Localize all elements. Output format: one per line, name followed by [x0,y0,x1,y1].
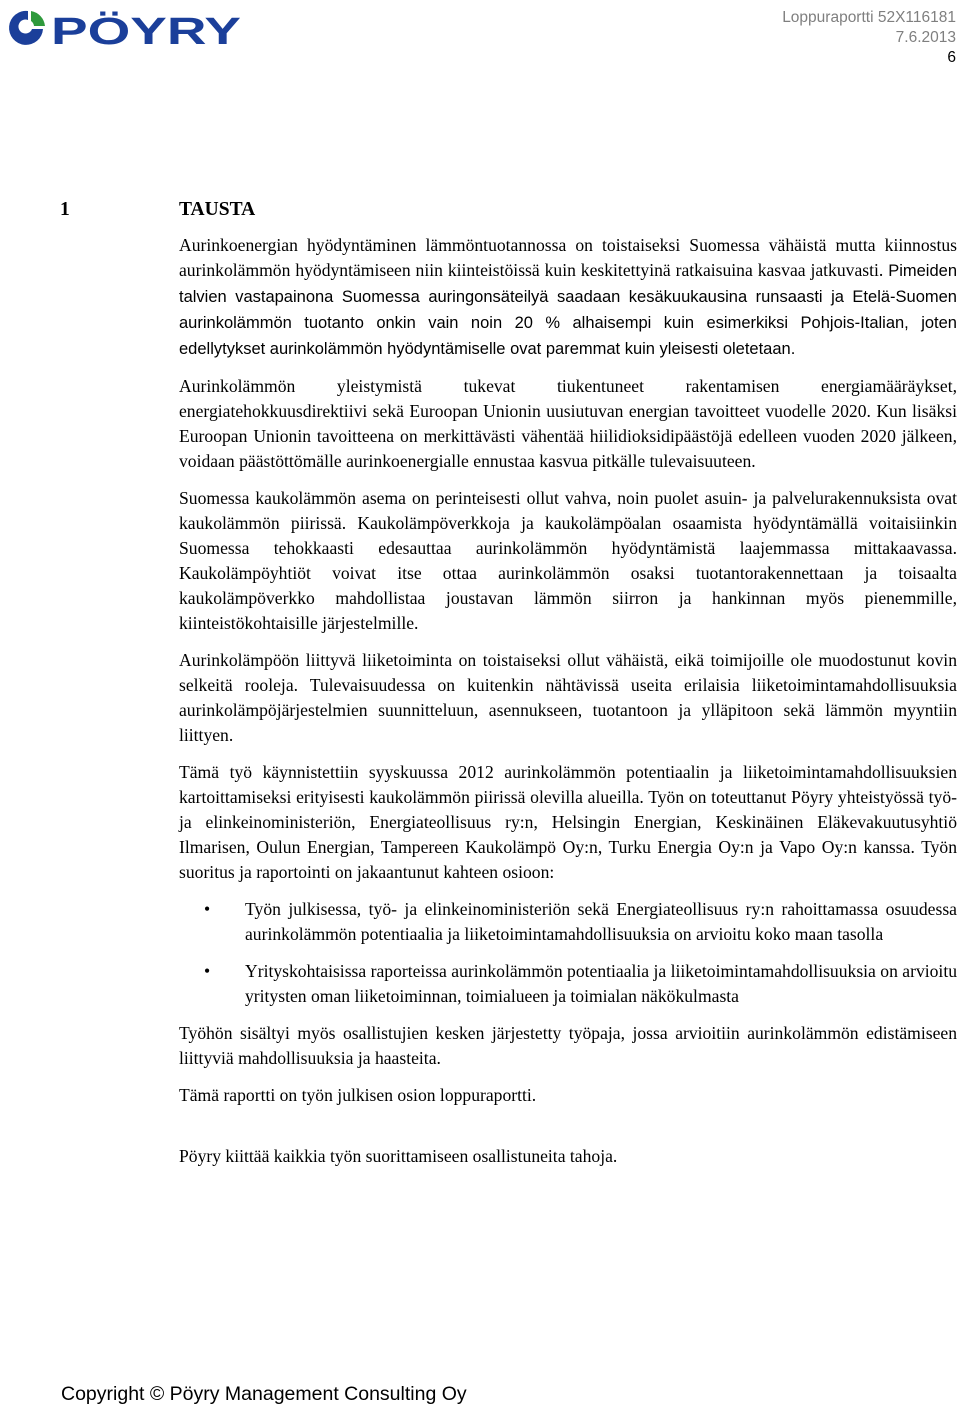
paragraph-8: Pöyry kiittää kaikkia työn suorittamiseen osallistuneita tahoja. [179,1146,618,1166]
footer-copyright: Copyright © Pöyry Management Consulting Oy [61,1383,467,1405]
paragraph-1-serif: Aurinkoenergian hyödyntäminen lämmöntuotannossa on toistaiseksi Suomessa vähäistä mutta kiinnostus aurinkolämmön hyödyntämiseen niin kiinteistöissä kuin keskitettyinä ratkaisuina kasvaa jatkuvasti. [179,235,957,280]
logo-wordmark: PÖYRY [51,11,183,52]
list-item: • Työn julkisessa, työ- ja elinkeinoministeriön sekä Energiateollisuus ry:n rahoittamassa osuudessa aurinkolämmön potentiaalia ja liiketoimintamahdollisuuksia on arvioitu koko maan tasolla [179,897,957,947]
page-header-info [782,8,956,68]
document-body [179,233,957,1181]
page-number: 6 [947,49,956,66]
paragraph-4: Aurinkolämpöön liittyvä liiketoiminta on toistaiseksi ollut vähäistä, eikä toimijoille ole muodostunut kovin selkeitä rooleja. Tulevaisuudessa on kuitenkin nähtävissä useita erilaisia liiketoimintamahdollisuuksia aurinkolämpöjärjestelmien suunnitteluun, asennukseen, tuotantoon ja ylläpitoon sekä lämmön myyntiin liittyen. [179,650,957,745]
paragraph-3: Suomessa kaukolämmön asema on perinteisesti ollut vahva, noin puolet asuin- ja palvelurakennuksista ovat kaukolämmön piirissä. Kaukolämpöverkkoja ja kaukolämpöalan osaamista hyödyntämällä voitaisiinkin Suomessa tehokkaasti edesauttaa aurinkolämmön hyödyntämistä laajemmassa mittakaavassa. Kaukolämpöyhtiöt voivat itse ottaa aurinkolämmön osaksi tuotantorakennettaan ja toisaalta kaukolämpöverkko mahdollistaa joustavan lämmön siirron ja hankinnan myös pienemmille, kiinteistökohtaisille järjestelmille. [179,488,957,633]
section-title: TAUSTA [179,199,256,220]
bullet-list [179,897,957,1009]
paragraph-5: Tämä työ käynnistettiin syyskuussa 2012 aurinkolämmön potentiaalin ja liiketoimintamahdollisuuksien kartoittamiseksi erityisesti kaukolämmön piirissä olevilla alueilla. Työn on toteuttanut Pöyry yhteistyössä työ- ja elinkeinoministeriön, Energiateollisuus ry:n, Helsingin Energian, Keskinäinen Eläkevakuutusyhtiö Ilmarisen, Oulun Energian, Tampereen Kaukolämpö Oy:n, Turku Energia Oy:n ja Vapo Oy:n kanssa. Työn suoritus ja raportointi on jakaantunut kahteen osioon: [179,762,957,882]
paragraph-1 [179,233,957,362]
paragraph-7: Tämä raportti on työn julkisen osion loppuraportti. [179,1085,537,1105]
report-id: Loppuraportti 52X116181 [782,9,956,26]
list-item: • Yrityskohtaisissa raporteissa aurinkolämmön potentiaalia ja liiketoimintamahdollisuuksia on arvioitu yritysten oman liiketoiminnan, toimialueen ja toimialan näkökulmasta [179,959,957,1009]
poyry-logo-icon [4,6,244,52]
paragraph-6: Työhön sisältyi myös osallistujien kesken järjestetty työpaja, jossa arvioitiin aurinkolämmön edistämiseen liittyviä mahdollisuuksia ja haasteita. [179,1023,957,1068]
report-date: 7.6.2013 [895,29,956,46]
paragraph-2: Aurinkolämmön yleistymistä tukevat tiukentuneet rakentamisen energiamääräykset, energiatehokkuusdirektiivi sekä Euroopan Unionin uusiutuvan energian tavoitteet vuodelle 2020. Kun lisäksi Euroopan Unionin tavoitteena on merkittävästi vähentää hiilidioksidipäästöjä edelleen vuoden 2020 jälkeen, voidaan päästöttömälle aurinkoenergialle ennustaa kasvua pitkälle tulevaisuuteen. [179,376,957,471]
section-number: 1 [60,199,70,220]
poyry-logo [4,6,244,52]
paragraph-1-sans: Pimeiden talvien vastapainona Suomessa auringonsäteilyä saadaan kesäkuukausina runsaasti ja Etelä-Suomen aurinkolämmön tuotanto onkin vain noin 20 % alhaisempi kuin esimerkiksi Pohjois-Italian, joten edellytykset aurinkolämmön hyödyntämiselle ovat paremmat kuin yleisesti oletetaan. [179,262,957,358]
